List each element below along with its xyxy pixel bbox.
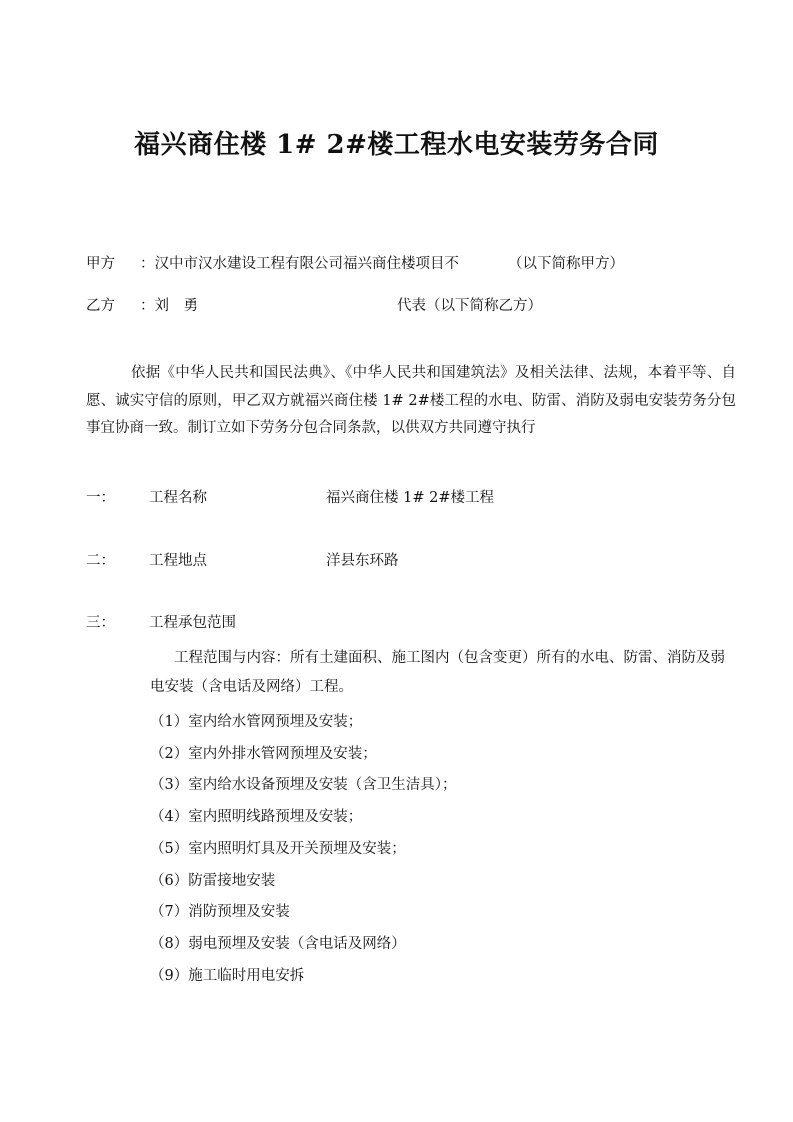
list-item: （2）室内外排水管网预埋及安装； bbox=[150, 745, 377, 762]
section-3-label: 工程承包范围 bbox=[149, 615, 236, 631]
party-b-value: ：刘 勇 bbox=[140, 298, 198, 314]
list-item: （6）防雷接地安装 bbox=[150, 872, 276, 889]
section-2-label: 工程地点 bbox=[149, 553, 207, 569]
section-3-number: 三： bbox=[86, 615, 115, 631]
party-b-note: 代表（以下简称乙方） bbox=[397, 298, 542, 314]
list-item: （3）室内给水设备预埋及安装（含卫生洁具）； bbox=[150, 777, 457, 794]
party-a-label: 甲方 bbox=[86, 256, 115, 272]
section-1-label: 工程名称 bbox=[149, 490, 207, 506]
section-1-value: 福兴商住楼 1# 2#楼工程 bbox=[326, 490, 494, 506]
list-item: （5）室内照明灯具及开关预埋及安装； bbox=[150, 840, 406, 857]
list-item: （8）弱电预埋及安装（含电话及网络） bbox=[150, 935, 406, 952]
section-2-number: 二： bbox=[86, 553, 115, 569]
list-item: （4）室内照明线路预埋及安装； bbox=[150, 809, 363, 826]
scope-description: 工程范围与内容：所有土建面积、施工图内（包含变更）所有的水电、防雷、消防及弱电安装（含电话及网络）工程。 bbox=[150, 650, 725, 695]
scope-items-list bbox=[150, 707, 456, 992]
section-1-number: 一： bbox=[86, 490, 115, 506]
intro-paragraph: 依据《中华人民共和国民法典》、《中华人民共和国建筑法》及相关法律、法规，本着平等、自愿、诚实守信的原则，甲乙双方就福兴商住楼 1# 2#楼工程的水电、防雷、消防及弱电安装劳务分包事宜协商一致。制订立如下劳务分包合同条款，以供双方共同遵守执行 bbox=[86, 365, 736, 436]
party-a-value: ：汉中市汉水建设工程有限公司福兴商住楼项目不 bbox=[140, 256, 459, 272]
list-item: （9）施工临时用电安拆 bbox=[150, 967, 305, 984]
section-2-value: 洋县东环路 bbox=[326, 553, 399, 569]
list-item: （7）消防预埋及安装 bbox=[150, 904, 290, 921]
contract-title: 福兴商住楼 1# 2#楼工程水电安装劳务合同 bbox=[134, 130, 659, 160]
party-b-label: 乙方 bbox=[86, 298, 115, 314]
party-a-note: （以下简称甲方） bbox=[508, 256, 624, 272]
list-item: （1）室内给水管网预埋及安装； bbox=[150, 714, 363, 730]
